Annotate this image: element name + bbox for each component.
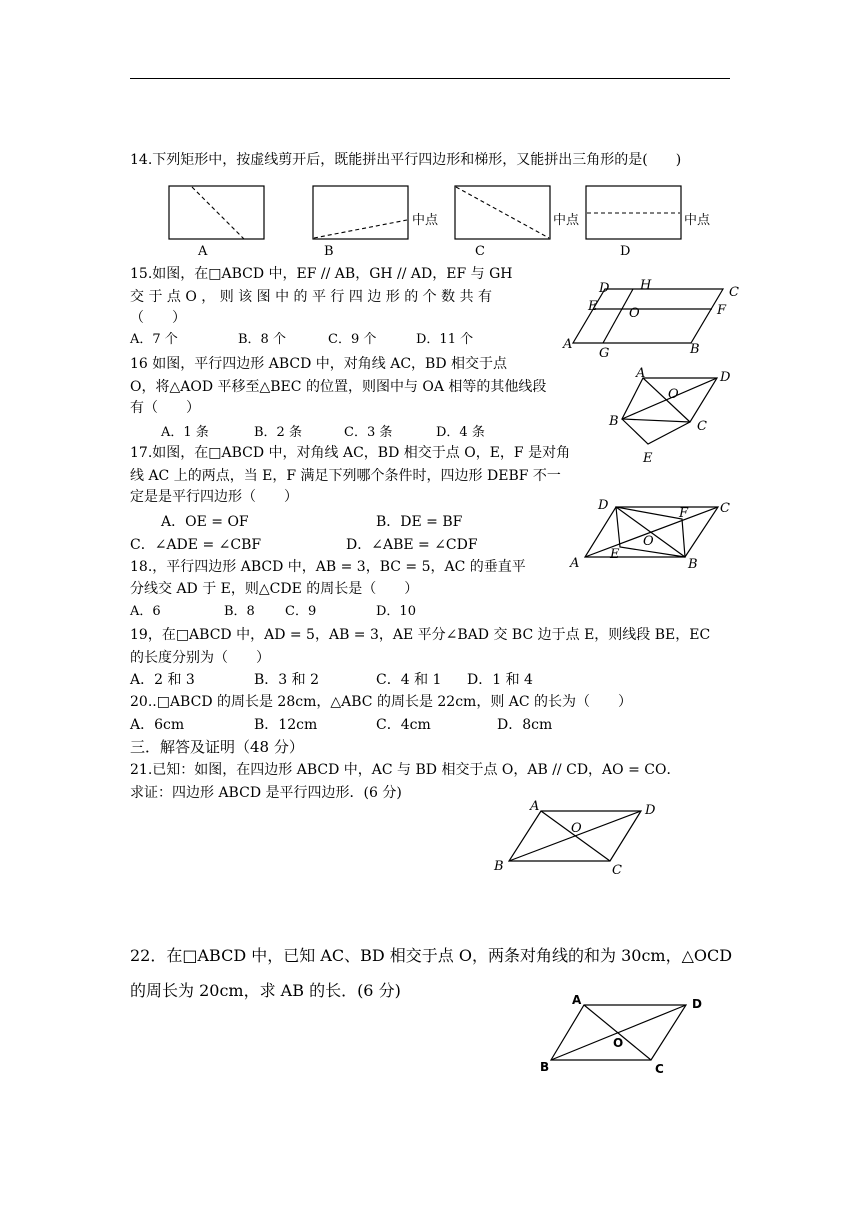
question-16-line3: 有（ ） <box>130 400 200 416</box>
question-15-line2: 交 于 点 O ， 则 该 图 中 的 平 行 四 边 形 的 个 数 共 有 <box>130 289 493 305</box>
q17-option-b: B．DE = BF <box>376 514 463 530</box>
q14-option-c: C <box>475 244 485 259</box>
q14-midpoint-d: 中点 <box>684 213 711 228</box>
q17-label-e: E <box>610 547 620 562</box>
q17-label-c: C <box>720 501 730 516</box>
q16-label-e: E <box>643 451 653 466</box>
q17-label-o: O <box>643 534 654 549</box>
q15-label-a: A <box>563 337 573 352</box>
q21-label-a: A <box>530 799 540 814</box>
q17-option-a: A．OE = OF <box>161 514 249 530</box>
q18-option-a: A．6 <box>130 604 161 619</box>
question-22-line1: 22．在□ABCD 中，已知 AC、BD 相交于点 O，两条对角线的和为 30cm，△OCD <box>130 946 733 965</box>
q17-label-b: B <box>688 557 698 572</box>
q22-label-b: B <box>540 1060 550 1074</box>
q15-label-c: C <box>729 285 739 300</box>
q17-option-c: C．∠ADE = ∠CBF <box>130 537 262 553</box>
question-16-line1: 16 如图，平行四边形 ABCD 中，对角线 AC，BD 相交于点 <box>130 356 507 372</box>
q20-option-b: B．12cm <box>254 717 318 733</box>
question-21-line2: 求证：四边形 ABCD 是平行四边形．(6 分) <box>130 785 402 801</box>
q20-option-c: C．4cm <box>376 717 431 733</box>
question-19-line2: 的长度分别为（ ） <box>130 650 270 666</box>
q15-option-d: D．11 个 <box>416 332 474 347</box>
q20-option-a: A．6cm <box>130 717 185 733</box>
q15-label-b: B <box>690 342 700 357</box>
q19-option-b: B．3 和 2 <box>254 672 320 688</box>
q15-label-h: H <box>640 278 652 293</box>
question-15-line3: （ ） <box>130 310 186 326</box>
q15-option-b: B．8 个 <box>238 332 286 347</box>
question-17-line1: 17.如图，在□ABCD 中，对角线 AC，BD 相交于点 O，E，F 是对角 <box>130 445 571 461</box>
question-14-text: 14.下列矩形中，按虚线剪开后，既能拼出平行四边形和梯形，又能拼出三角形的是( ) <box>130 152 682 168</box>
q15-option-a: A．7 个 <box>130 332 178 347</box>
question-18-line2: 分线交 AD 于 E，则△CDE 的周长是（ ） <box>130 581 419 597</box>
q16-option-c: C．3 条 <box>344 425 393 440</box>
question-19-line1: 19，在□ABCD 中，AD = 5，AB = 3，AE 平分∠BAD 交 BC 边于点 E，则线段 BE，EC <box>130 627 711 643</box>
q15-label-f: F <box>717 303 727 318</box>
q19-option-c: C．4 和 1 <box>376 672 442 688</box>
q15-option-c: C．9 个 <box>328 332 377 347</box>
q14-option-d: D <box>620 244 631 259</box>
q22-label-o: O <box>613 1036 624 1050</box>
q20-option-d: D．8cm <box>497 717 553 733</box>
q18-option-d: D．10 <box>376 604 416 619</box>
q22-label-c: C <box>655 1062 664 1076</box>
q16-label-o: O <box>668 387 679 402</box>
q16-option-b: B．2 条 <box>254 425 302 440</box>
q15-label-e: E <box>588 299 598 314</box>
q21-label-b: B <box>494 859 504 874</box>
q16-label-d: D <box>720 370 731 385</box>
q22-label-d: D <box>692 997 702 1011</box>
q17-option-d: D．∠ABE = ∠CDF <box>346 537 478 553</box>
q16-label-a: A <box>636 366 646 381</box>
q15-label-d: D <box>599 281 610 296</box>
q19-option-d: D．1 和 4 <box>467 672 533 688</box>
q16-label-b: B <box>609 414 619 429</box>
q17-label-d: D <box>598 498 609 513</box>
q16-option-d: D．4 条 <box>436 425 485 440</box>
question-15-line1: 15.如图，在□ABCD 中，EF // AB，GH // AD，EF 与 GH <box>130 266 513 282</box>
q22-label-a: A <box>572 993 582 1007</box>
q17-label-a: A <box>570 556 580 571</box>
q16-label-c: C <box>697 419 707 434</box>
question-17-line3: 定是是平行四边形（ ） <box>130 489 298 505</box>
q21-label-c: C <box>612 863 622 878</box>
q18-option-c: C．9 <box>285 604 317 619</box>
q16-option-a: A．1 条 <box>161 425 209 440</box>
question-16-line2: O，将△AOD 平移至△BEC 的位置，则图中与 OA 相等的其他线段 <box>130 379 547 395</box>
question-22-line2: 的周长为 20cm，求 AB 的长．(6 分) <box>130 981 401 1000</box>
q14-midpoint-b: 中点 <box>412 213 439 228</box>
question-20-text: 20..□ABCD 的周长是 28cm，△ABC 的周长是 22cm，则 AC 的长为（ ） <box>130 694 633 710</box>
q15-label-g: G <box>599 346 610 361</box>
section-3-title: 三．解答及证明（48 分） <box>130 738 304 756</box>
q19-option-a: A．2 和 3 <box>130 672 195 688</box>
q18-option-b: B．8 <box>224 604 255 619</box>
question-17-line2: 线 AC 上的两点，当 E，F 满足下列哪个条件时，四边形 DEBF 不一 <box>130 468 561 484</box>
question-21-line1: 21.已知：如图，在四边形 ABCD 中，AC 与 BD 相交于点 O，AB // CD，AO = CO． <box>130 762 681 778</box>
q14-midpoint-c: 中点 <box>553 213 580 228</box>
q15-label-o: O <box>629 306 640 321</box>
q14-option-a: A <box>198 244 208 259</box>
q17-label-f: F <box>679 506 689 521</box>
question-18-line1: 18.，平行四边形 ABCD 中，AB = 3，BC = 5，AC 的垂直平 <box>130 559 526 575</box>
q21-label-d: D <box>645 803 656 818</box>
q21-label-o: O <box>571 821 582 836</box>
q14-option-b: B <box>324 244 334 259</box>
